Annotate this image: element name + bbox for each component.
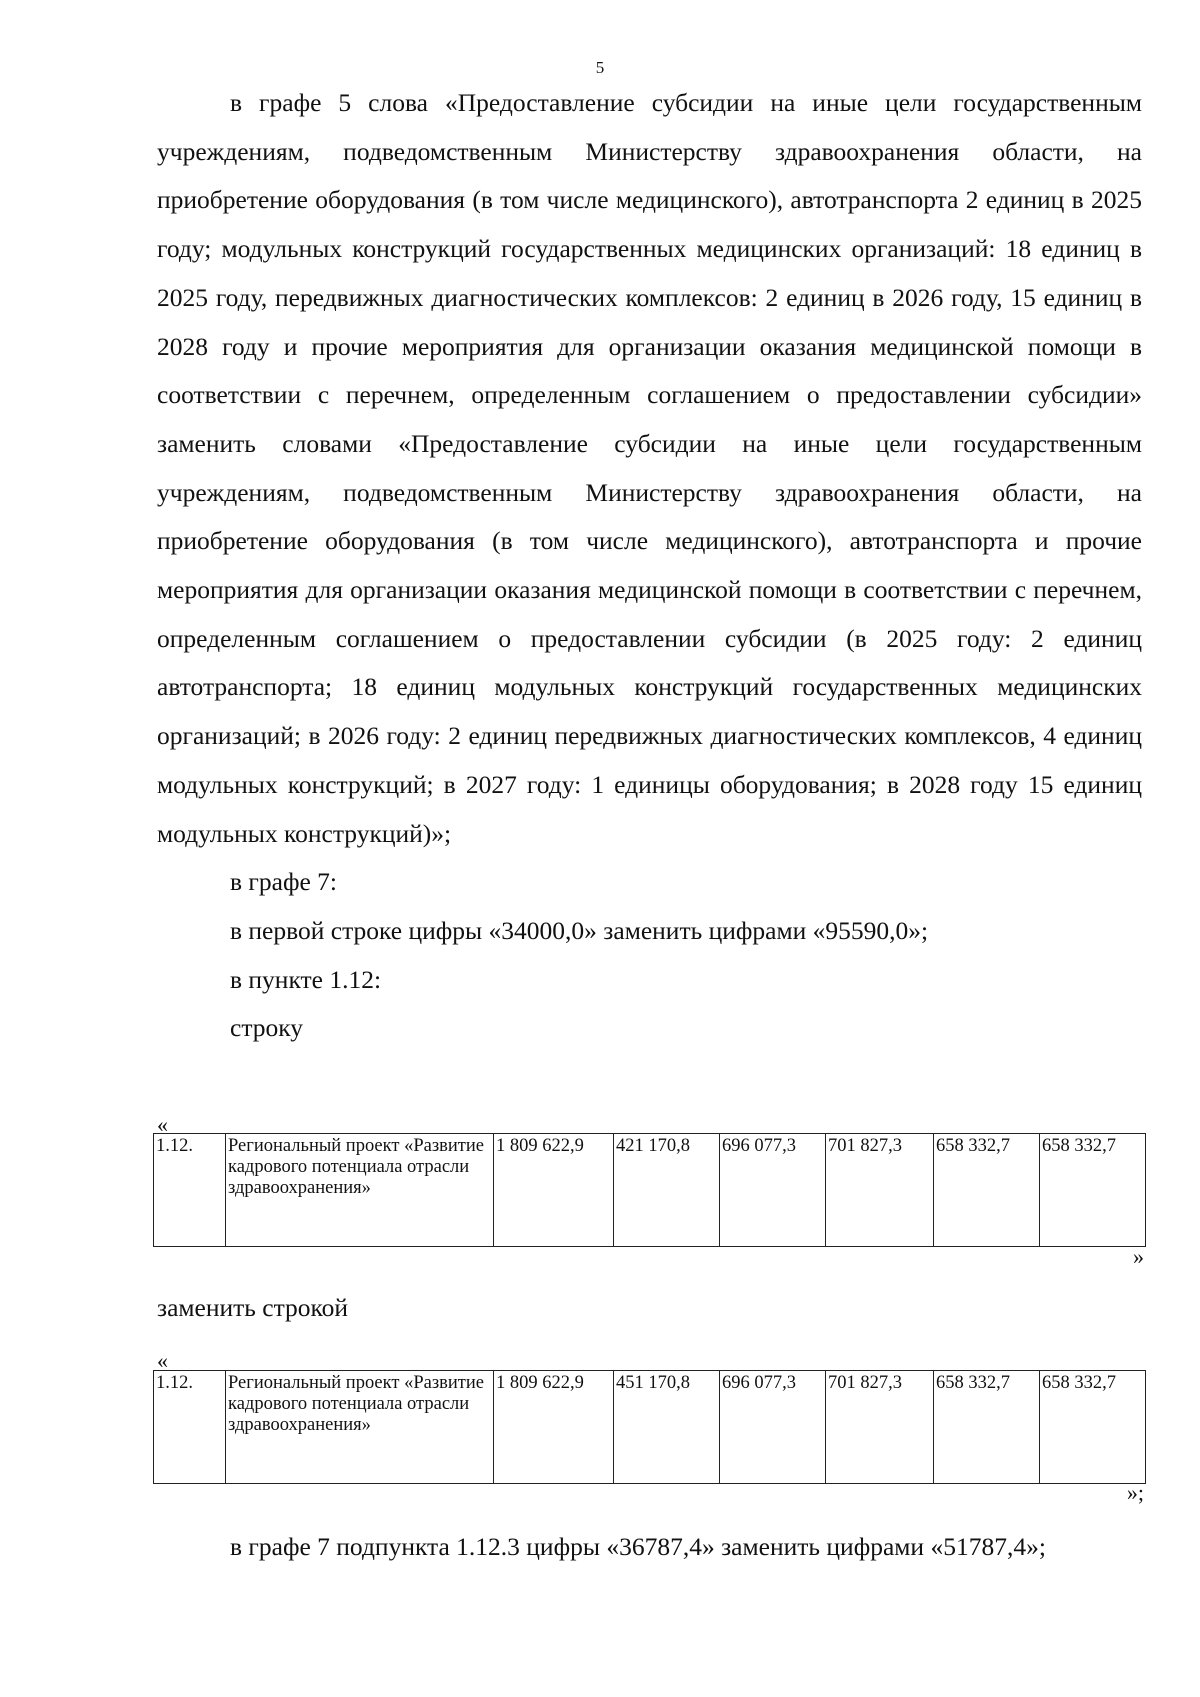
line-punkt: в пункте 1.12: xyxy=(230,964,382,994)
cell-value: 696 077,3 xyxy=(720,1134,826,1247)
open-quote-2: « xyxy=(157,1348,168,1373)
cell-value: 701 827,3 xyxy=(826,1371,934,1484)
final-line: в графе 7 подпункта 1.12.3 цифры «36787,4» заменить цифрами «51787,4»; xyxy=(230,1532,1046,1561)
cell-value: 696 077,3 xyxy=(720,1371,826,1484)
cell-value: 1 809 622,9 xyxy=(494,1134,614,1247)
cell-project-name: Региональный проект «Развитие кадрового потенциала отрасли здравоохранения» xyxy=(226,1134,494,1247)
cell-value: 701 827,3 xyxy=(826,1134,934,1247)
cell-project-name: Региональный проект «Развитие кадрового потенциала отрасли здравоохранения» xyxy=(226,1371,494,1484)
table-row xyxy=(154,1134,1146,1247)
cell-number: 1.12. xyxy=(154,1371,226,1484)
cell-value: 1 809 622,9 xyxy=(494,1371,614,1484)
cell-value: 658 332,7 xyxy=(1040,1371,1146,1484)
line-stroku: строку xyxy=(230,1013,304,1043)
open-quote-1: « xyxy=(157,1112,168,1137)
page-number: 5 xyxy=(595,58,605,77)
close-quote-1: » xyxy=(1133,1244,1144,1269)
table-old-row xyxy=(153,1133,1146,1247)
table-row xyxy=(154,1371,1146,1484)
table-new-row xyxy=(153,1370,1146,1484)
close-quote-2: »; xyxy=(1126,1480,1144,1505)
cell-value: 421 170,8 xyxy=(614,1134,720,1247)
line-first-row: в первой строке цифры «34000,0» заменить цифрами «95590,0»; xyxy=(230,915,929,945)
cell-value: 658 332,7 xyxy=(1040,1134,1146,1247)
line-grafa-7: в графе 7: xyxy=(230,867,337,897)
cell-value: 658 332,7 xyxy=(934,1371,1040,1484)
main-text xyxy=(157,79,1142,1053)
cell-value: 658 332,7 xyxy=(934,1134,1040,1247)
replace-label: заменить строкой xyxy=(157,1293,349,1322)
cell-value: 451 170,8 xyxy=(614,1371,720,1484)
paragraph-main: в графе 5 слова «Предоставление субсидии на иные цели государственным учреждениям, подведомственным Министерству здравоохранения области, на приобретение оборудования (в том числе медицинского), автотранспорта 2 единиц в 2025 году; модульных конструкций государственных медицинских организаций: 18 единиц в 2025 году, передвижных диагностических комплексов: 2 единиц в 2026 году, 15 единиц в 2028 году и прочие мероприятия для организации оказания медицинской помощи в соответствии с перечнем, определенным соглашением о предоставлении субсидии» заменить словами «Предоставление субсидии на иные цели государственным учреждениям, подведомственным Министерству здравоохранения области, на приобретение оборудования (в том числе медицинского), автотранспорта и прочие мероприятия для организации оказания медицинской помощи в соответствии с перечнем, определенным соглашением о предоставлении субсидии (в 2025 году: 2 единиц автотранспорта; 18 единиц модульных конструкций государственных медицинских организаций; в 2026 году: 2 единиц передвижных диагностических комплексов, 4 единиц модульных конструкций; в 2027 году: 1 единицы оборудования; в 2028 году 15 единиц модульных конструкций)»; xyxy=(157,88,1142,848)
cell-number: 1.12. xyxy=(154,1134,226,1247)
